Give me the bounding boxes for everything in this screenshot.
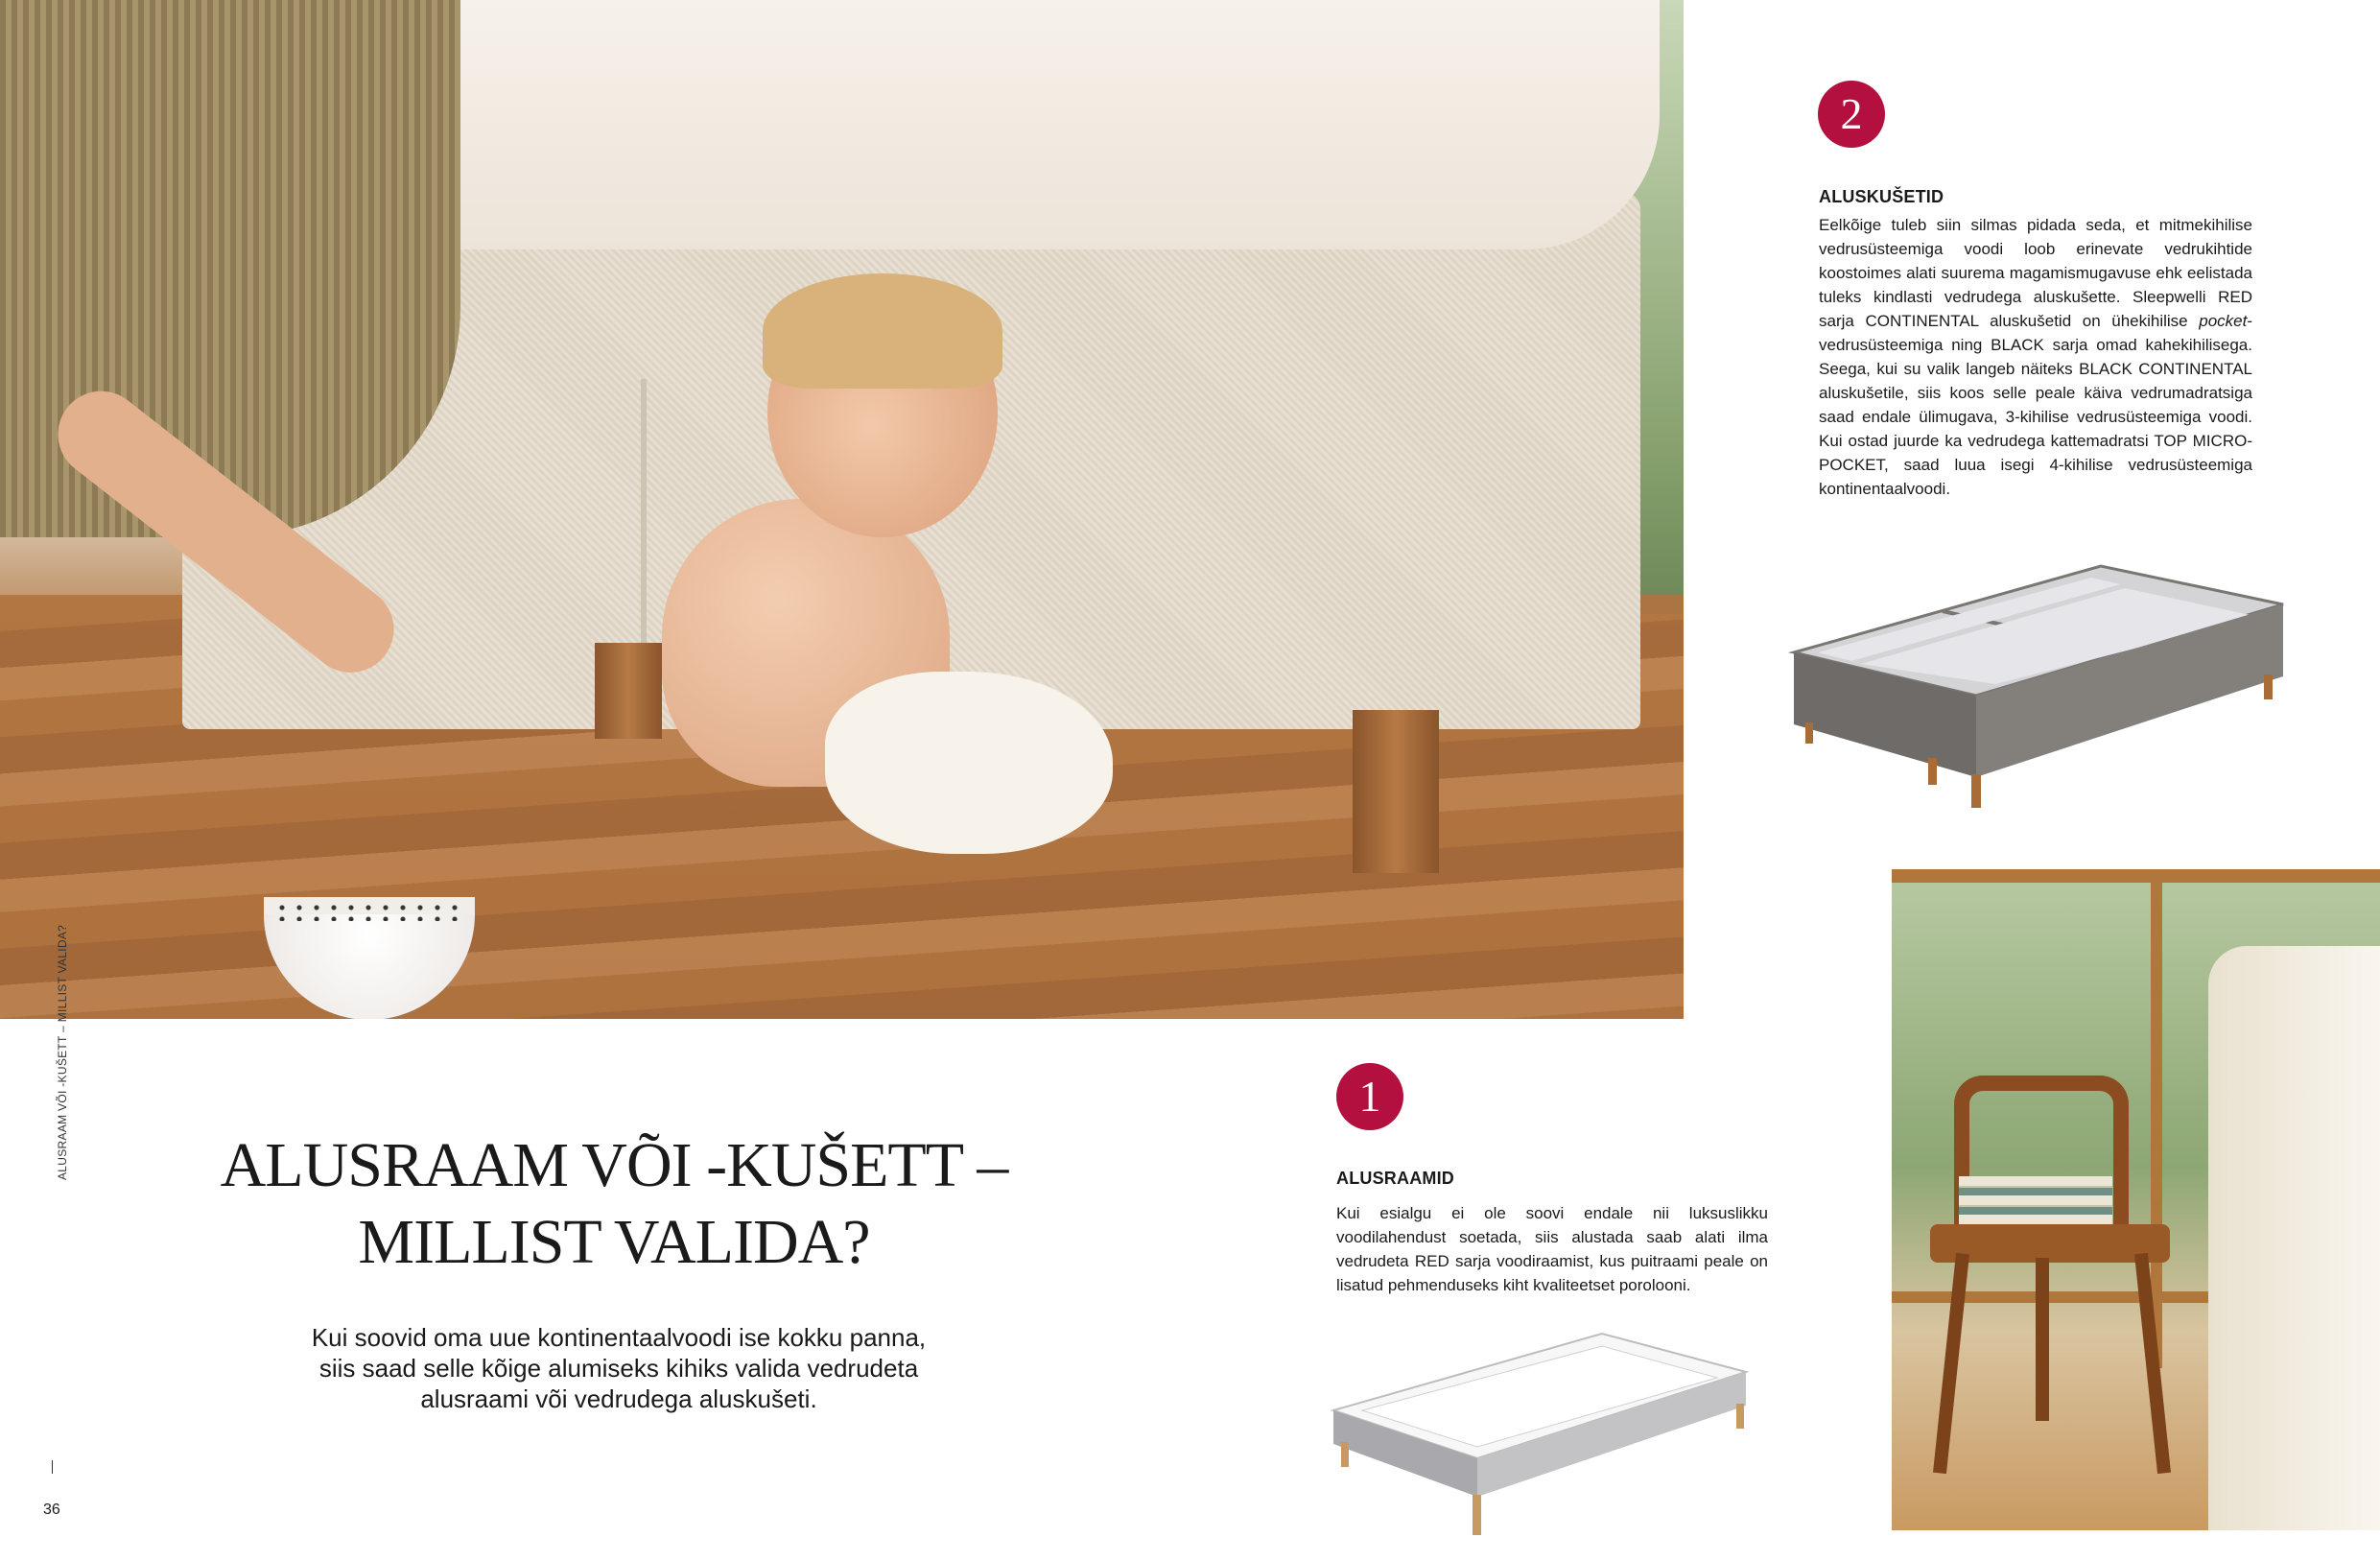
page-title bbox=[192, 1127, 1036, 1281]
running-head: ALUSRAAM VÕI -KUŠETT – MILLIST VALIDA? bbox=[56, 924, 69, 1180]
bed-leg bbox=[595, 643, 662, 739]
page-title-line1: ALUSRAAM VÕI -KUŠETT – bbox=[220, 1130, 1008, 1200]
duvet bbox=[365, 0, 1660, 249]
bowl-pattern bbox=[273, 902, 465, 921]
hero-photo bbox=[0, 0, 1684, 1019]
bed-side bbox=[2208, 946, 2380, 1530]
box-spring-product-image bbox=[1784, 561, 2293, 820]
section-number-badge-1: 1 bbox=[1336, 1063, 1403, 1130]
section-title-alusraamid: ALUSRAAMID bbox=[1336, 1169, 1454, 1188]
child-hair bbox=[763, 273, 1002, 389]
running-head-rule bbox=[52, 1460, 53, 1474]
section-body-aluskusetid bbox=[1819, 213, 2252, 501]
window-frame bbox=[1892, 869, 2380, 883]
page-title-line2: MILLIST VALIDA? bbox=[358, 1207, 870, 1277]
section-body-alusraamid: Kui esialgu ei ole soovi endale nii luksuslikku voodilahendust soetada, siis alustada saab alati ilma vedrudeta RED sarja voodiraamist, kus puitraami peale on lisatud pehmenduseks kiht kvaliteetset porolooni. bbox=[1336, 1204, 1768, 1294]
chair-leg bbox=[1933, 1253, 1969, 1474]
section-body-text: -vedrusüsteemiga ning BLACK sarja omad kahekihilisega. Seega, kui su valik langeb näiteks BLACK CONTINENTAL aluskušetile, siis koos selle peale käiva vedrumadratsiga saad endale ülimugava, 3-kihilise vedrusüsteemiga voodi. Kui ostad juurde ka vedrudega kattemadratsi TOP MICRO-POCKET, saad luua isegi 4-kihilise vedrusüsteemiga kontinentaalvoodi. bbox=[1819, 312, 2252, 498]
page-number: 36 bbox=[43, 1502, 60, 1518]
child-diaper bbox=[825, 672, 1113, 854]
bed-leg bbox=[1353, 710, 1439, 873]
section-body-emphasis: pocket bbox=[2199, 312, 2248, 330]
chair-photo bbox=[1892, 869, 2380, 1530]
section-number-badge-2: 2 bbox=[1818, 81, 1885, 148]
chair-leg bbox=[2036, 1258, 2049, 1421]
lead-paragraph: Kui soovid oma uue kontinentaalvoodi ise kokku panna, siis saad selle kõige alumiseks kihiks valida vedrudeta alusraami või vedrudega aluskušeti. bbox=[311, 1323, 927, 1413]
section-title-aluskusetid: ALUSKUŠETID bbox=[1819, 187, 1944, 206]
bed-frame-product-image bbox=[1314, 1314, 1756, 1554]
section-body-text: Eelkõige tuleb siin silmas pidada seda, et mitmekihilise vedrusüsteemiga voodi loob erinevate vedrukihtide koostoimes alati suurema magamismugavuse ehk eelistada tuleks kindlasti vedrudega aluskušette. Sleepwelli RED sarja CONTINENTAL aluskušetid on ühekihilise bbox=[1819, 216, 2252, 330]
